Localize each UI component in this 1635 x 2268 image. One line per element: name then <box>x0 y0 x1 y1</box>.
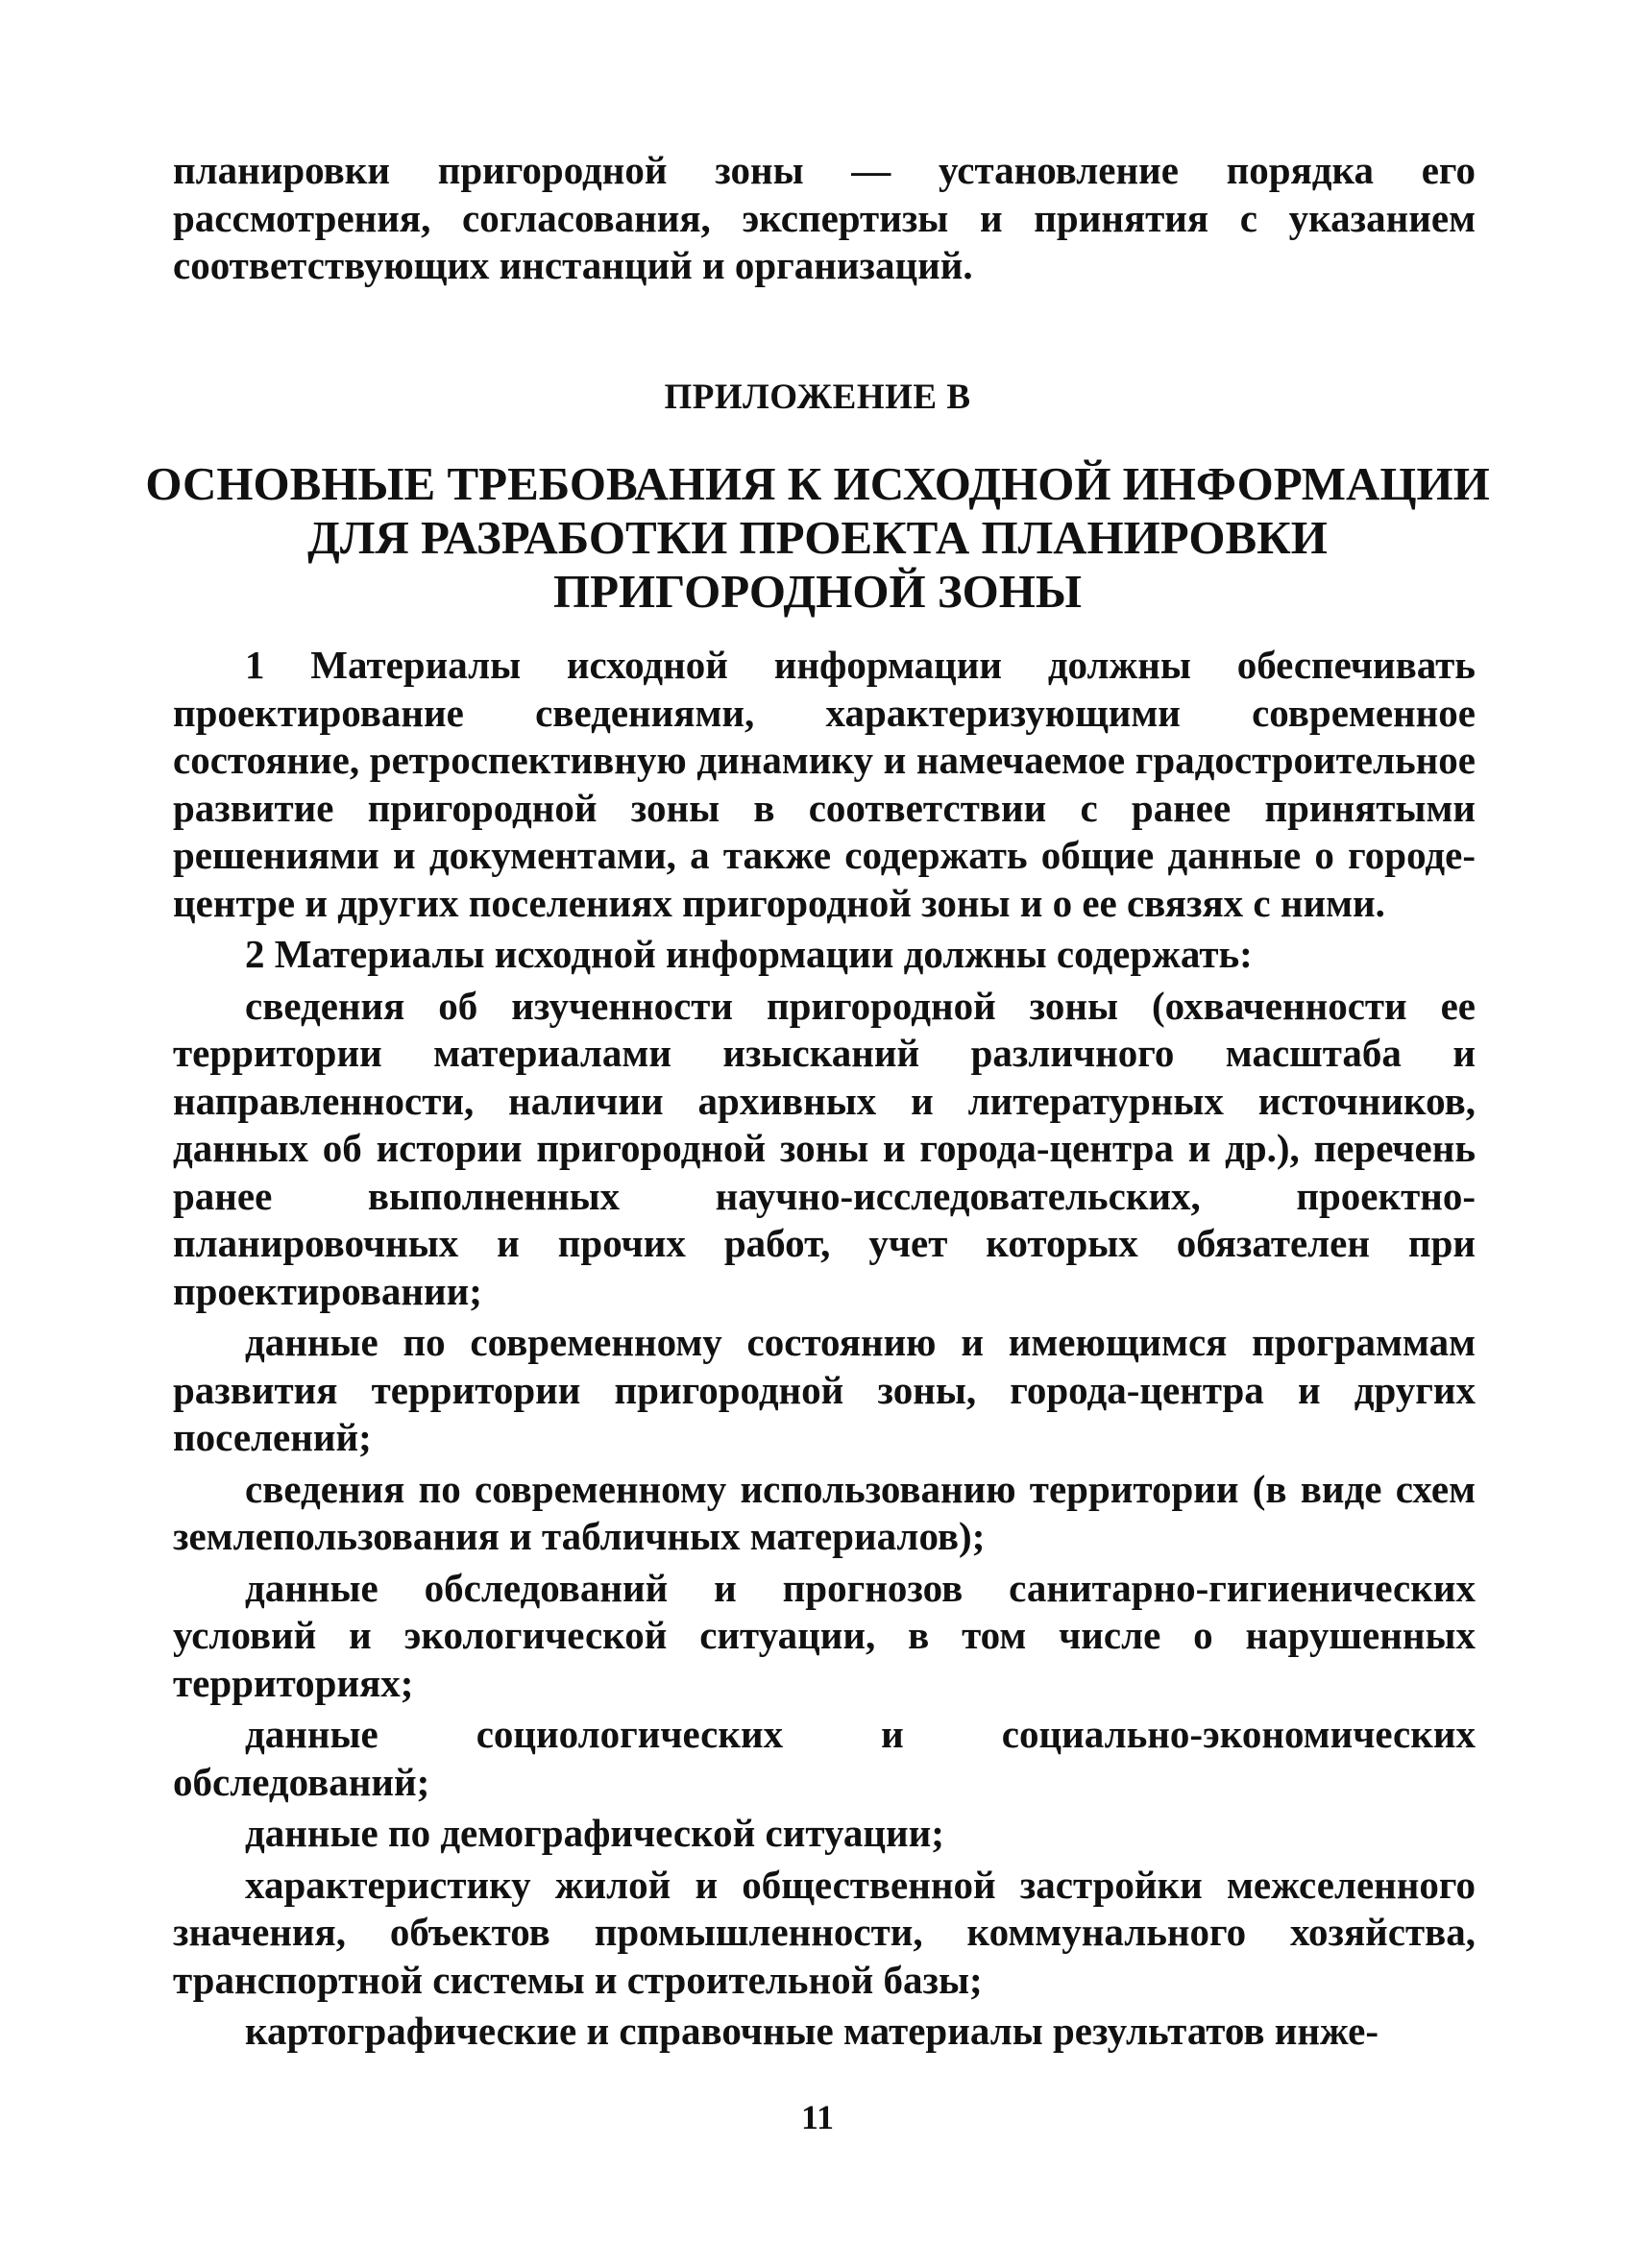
requirements-body <box>173 642 1476 2060</box>
list-item: сведения об изученности пригородной зоны (охваченности ее территории материалами изысканий различного масштаба и направленности, наличии архивных и литературных источников, данных об истории пригородной зоны и города-центра и др.), перечень ранее выполненных научно-исследовательских, проектно-планировочных и прочих работ, учет которых обязателен при проектировании; <box>173 983 1476 1313</box>
list-item: данные социологических и социально-экономических обследований; <box>173 1712 1476 1804</box>
title-line-1: ОСНОВНЫЕ ТРЕБОВАНИЯ К ИСХОДНОЙ ИНФОРМАЦИИ <box>145 457 1490 510</box>
intro-paragraph: планировки пригородной зоны — установление порядка его рассмотрения, согласования, экспертизы и принятия с указанием соответствующих инстанций и организаций. <box>173 148 1476 287</box>
list-item: картографические и справочные материалы результатов инже- <box>245 2009 1379 2053</box>
page-number: 11 <box>800 2098 834 2136</box>
paragraph-item-1: 1 Материалы исходной информации должны обеспечивать проектирование сведениями, характеризующими современное состояние, ретроспективную динамику и намечаемое градостроительное развитие пригородной зоны в соответствии с ранее принятыми решениями и документами, а также содержать общие данные о городе-центре и других поселениях пригородной зоны и о ее связях с ними. <box>173 643 1476 925</box>
list-item: данные обследований и прогнозов санитарно-гигиенических условий и экологической ситуации, в том числе о нарушенных территориях; <box>173 1565 1476 1705</box>
section-title <box>144 457 1491 619</box>
list-item: данные по современному состоянию и имеющимся программам развития территории пригородной зоны, города-центра и других поселений; <box>173 1320 1476 1459</box>
list-item: сведения по современному использованию территории (в виде схем землепользования и табличных материалов); <box>173 1466 1476 1558</box>
title-line-2: ДЛЯ РАЗРАБОТКИ ПРОЕКТА ПЛАНИРОВКИ <box>307 511 1328 564</box>
list-item: характеристику жилой и общественной застройки межселенного значения, объектов промышленности, коммунального хозяйства, транспортной системы и строительной базы; <box>173 1862 1476 2002</box>
appendix-label: ПРИЛОЖЕНИЕ В <box>664 378 971 417</box>
list-item: данные по демографической ситуации; <box>245 1811 944 1855</box>
paragraph-item-2: 2 Материалы исходной информации должны содержать: <box>245 932 1253 976</box>
title-line-3: ПРИГОРОДНОЙ ЗОНЫ <box>552 565 1083 618</box>
